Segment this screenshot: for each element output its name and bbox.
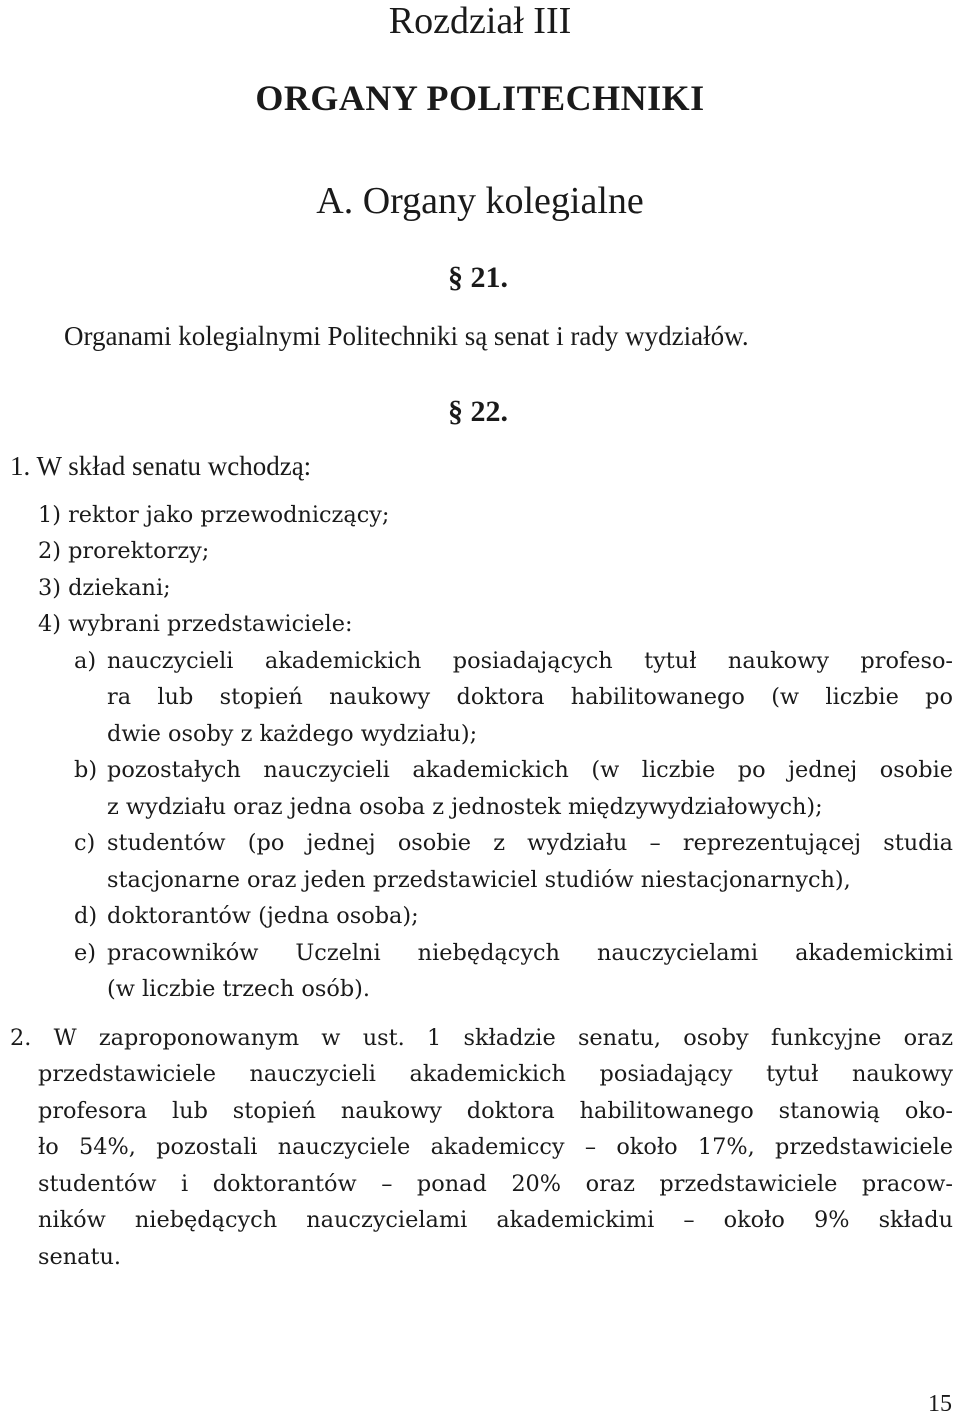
paragraph-21-text: Organami kolegialnymi Politechniki są senat i rady wydziałów. bbox=[64, 321, 749, 351]
subitem-marker-e: e) bbox=[74, 940, 96, 966]
point-2-line: ników niebędących nauczycielami akademickimi – około 9% składu bbox=[38, 1207, 953, 1233]
subitem-marker-d: d) bbox=[74, 903, 98, 929]
point-2-line: studentów i doktorantów – ponad 20% oraz przedstawiciele pracow- bbox=[38, 1171, 953, 1197]
subitem-c-line: studentów (po jednej osobie z wydziału – reprezentującej studia bbox=[107, 830, 953, 856]
point-2-line: przedstawiciele nauczycieli akademickich posiadający tytuł naukowy bbox=[38, 1061, 953, 1087]
subitem-marker-c: c) bbox=[74, 830, 96, 856]
list-item: 2) prorektorzy; bbox=[38, 538, 210, 564]
subitem-e-line: (w liczbie trzech osób). bbox=[107, 976, 371, 1002]
part-title: ORGANY POLITECHNIKI bbox=[255, 78, 705, 118]
subitem-a-line: nauczycieli akademickich posiadających tytuł naukowy profeso- bbox=[107, 648, 953, 674]
point-2-line: 2. W zaproponowanym w ust. 1 składzie senatu, osoby funkcyjne oraz bbox=[10, 1025, 953, 1051]
point-2-line: profesora lub stopień naukowy doktora habilitowanego stanowią oko- bbox=[38, 1098, 953, 1124]
point-2-line: senatu. bbox=[38, 1244, 122, 1270]
list-item: 4) wybrani przedstawiciele: bbox=[38, 611, 353, 637]
page-number: 15 bbox=[928, 1391, 952, 1417]
list-item: 3) dziekani; bbox=[38, 575, 171, 601]
point-2-line: ło 54%, pozostali nauczyciele akademiccy – około 17%, przedstawiciele bbox=[38, 1134, 953, 1160]
subitem-d-line: doktorantów (jedna osoba); bbox=[107, 903, 419, 929]
section-title: A. Organy kolegialne bbox=[316, 180, 644, 222]
paragraph-22-sign: § 22. bbox=[448, 395, 508, 428]
subitem-b-line: z wydziału oraz jedna osoba z jednostek międzywydziałowych); bbox=[107, 794, 823, 820]
chapter-heading: Rozdział III bbox=[388, 0, 572, 42]
subitem-e-line: pracowników Uczelni niebędących nauczycielami akademickimi bbox=[107, 940, 953, 966]
paragraph-21-sign: § 21. bbox=[448, 261, 508, 294]
subitem-b-line: pozostałych nauczycieli akademickich (w liczbie po jednej osobie bbox=[107, 757, 953, 783]
point-1-intro: 1. W skład senatu wchodzą: bbox=[10, 451, 312, 481]
subitem-c-line: stacjonarne oraz jeden przedstawiciel studiów niestacjonarnych), bbox=[107, 867, 851, 893]
subitem-marker-a: a) bbox=[74, 648, 97, 674]
subitem-marker-b: b) bbox=[74, 757, 98, 783]
subitem-a-line: dwie osoby z każdego wydziału); bbox=[107, 721, 478, 747]
subitem-a-line: ra lub stopień naukowy doktora habilitowanego (w liczbie po bbox=[107, 684, 953, 710]
list-item: 1) rektor jako przewodniczący; bbox=[38, 502, 390, 528]
